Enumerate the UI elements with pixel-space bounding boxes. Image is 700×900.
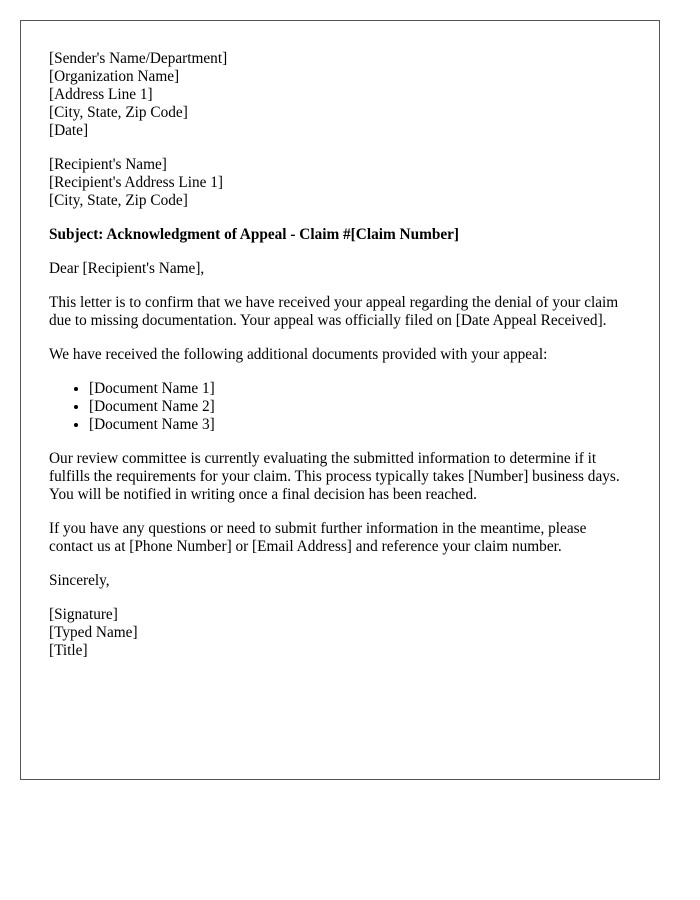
intro-paragraph: This letter is to confirm that we have received your appeal regarding the denial of your claim due to missing documentation. Your appeal was officially filed on [Date Appeal Received]. (49, 294, 619, 329)
signature: [Signature] (49, 606, 118, 623)
recipient-name: [Recipient's Name] (49, 156, 167, 173)
typed-name: [Typed Name] (49, 624, 138, 641)
sender-address-block (49, 50, 631, 140)
letter-page (20, 20, 660, 780)
documents-intro-paragraph: We have received the following additional documents provided with your appeal: (49, 346, 548, 363)
documents-list (49, 380, 631, 434)
recipient-address-block (49, 156, 631, 210)
list-item: • [Document Name 1] (89, 380, 631, 398)
review-paragraph: Our review committee is currently evaluating the submitted information to determine if it fulfills the requirements for your claim. This process typically takes [Number] business days. You will be notified in writing once a final decision has been reached. (49, 450, 620, 503)
letter-date: [Date] (49, 122, 89, 139)
recipient-address-line: [Recipient's Address Line 1] (49, 174, 223, 191)
recipient-city-state-zip: [City, State, Zip Code] (49, 192, 188, 209)
list-item: • [Document Name 3] (89, 416, 631, 434)
closing: Sincerely, (49, 572, 110, 589)
subject-line: Subject: Acknowledgment of Appeal - Claim #[Claim Number] (49, 226, 460, 243)
sender-organization: [Organization Name] (49, 68, 180, 85)
signature-block (49, 606, 631, 660)
sender-address-line: [Address Line 1] (49, 86, 153, 103)
signer-title: [Title] (49, 642, 88, 659)
sender-city-state-zip: [City, State, Zip Code] (49, 104, 188, 121)
salutation: Dear [Recipient's Name], (49, 260, 205, 277)
list-item: • [Document Name 2] (89, 398, 631, 416)
sender-name: [Sender's Name/Department] (49, 50, 228, 67)
contact-paragraph: If you have any questions or need to submit further information in the meantime, please contact us at [Phone Number] or [Email Address] and reference your claim number. (49, 520, 587, 555)
